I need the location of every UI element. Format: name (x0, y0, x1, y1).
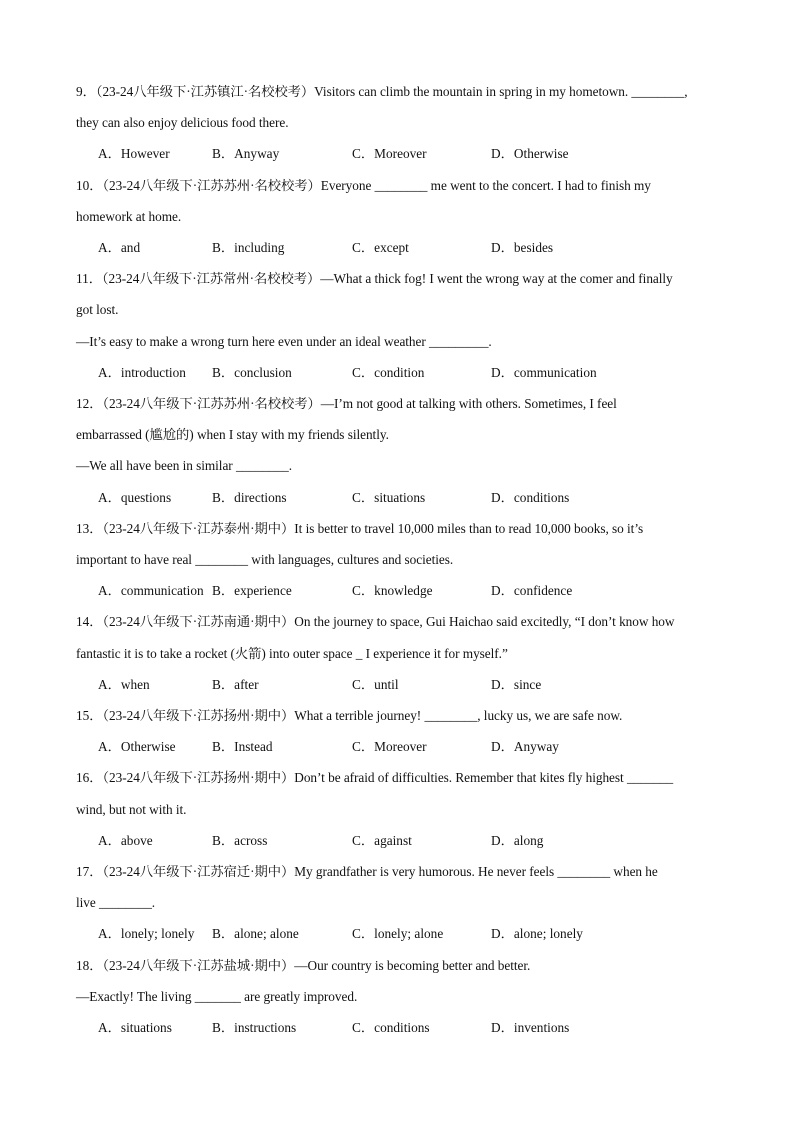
question-stem: 18．（23-24八年级下·江苏盐城·期中）—Our country is becoming better and better. (76, 957, 531, 973)
option-d[interactable]: D．besides (491, 240, 554, 255)
question-stem: 11．（23-24八年级下·江苏常州·名校校考）—What a thick fog! I went the wrong way at the comer and finally (76, 271, 673, 287)
answer-options (0, 677, 794, 693)
question-text-line: fantastic it is to take a rocket (火箭) into outer space _ I experience it for myself.” (76, 645, 508, 661)
option-a[interactable]: A．However (98, 146, 170, 162)
option-c[interactable]: C．knowledge (352, 583, 433, 599)
option-a[interactable]: A．when (98, 676, 150, 692)
option-d[interactable]: D．confidence (491, 583, 573, 599)
question-stem: 14．（23-24八年级下·江苏南通·期中）On the journey to space, Gui Haichao said excitedly, “I don’t know how (76, 614, 675, 630)
answer-options (0, 146, 794, 162)
option-b[interactable]: B．instructions (212, 1020, 297, 1035)
option-a[interactable]: A．questions (98, 489, 172, 505)
question-text-line: —It’s easy to make a wrong turn here even under an ideal weather _________. (76, 333, 492, 349)
option-b[interactable]: B．Anyway (212, 146, 280, 162)
question-stem: 12．（23-24八年级下·江苏苏州·名校校考）—I’m not good at talking with others. Sometimes, I feel (76, 396, 617, 411)
question-text-line: live ________. (76, 895, 156, 911)
option-c[interactable]: C．lonely; alone (352, 926, 444, 942)
answer-options (0, 240, 794, 256)
question-text-line: —We all have been in similar ________. (76, 458, 293, 474)
option-d[interactable]: D．alone; lonely (491, 926, 583, 942)
option-a[interactable]: A．lonely; lonely (98, 926, 195, 942)
option-c[interactable]: C．Moreover (352, 146, 427, 162)
option-a[interactable]: A．communication (98, 583, 204, 599)
option-b[interactable]: B．Instead (212, 739, 273, 755)
option-a[interactable]: A．introduction (98, 364, 186, 380)
option-d[interactable]: D．communication (491, 364, 597, 380)
option-c[interactable]: C．situations (352, 489, 426, 505)
question-stem: 9．（23-24八年级下·江苏镇江·名校校考）Visitors can climb the mountain in spring in my hometown. ________, (76, 84, 688, 99)
option-d[interactable]: D．Otherwise (491, 146, 569, 162)
option-b[interactable]: B．experience (212, 583, 292, 599)
answer-options (0, 1020, 794, 1036)
option-b[interactable]: B．including (212, 240, 285, 255)
question-stem: 16．（23-24八年级下·江苏扬州·期中）Don’t be afraid of difficulties. Remember that kites fly highest _______ (76, 770, 674, 786)
option-d[interactable]: D．since (491, 676, 542, 692)
answer-options (0, 583, 794, 599)
answer-options (0, 926, 794, 942)
question-stem: 15．（23-24八年级下·江苏扬州·期中）What a terrible journey! ________, lucky us, we are safe now. (76, 708, 623, 723)
option-b[interactable]: B．alone; alone (212, 926, 299, 942)
option-a[interactable]: A．situations (98, 1020, 172, 1035)
answer-options (0, 739, 794, 755)
option-c[interactable]: C．against (352, 832, 412, 848)
option-c[interactable]: C．conditions (352, 1020, 430, 1035)
question-text-line: wind, but not with it. (76, 801, 187, 817)
question-stem: 10．（23-24八年级下·江苏苏州·名校校考）Everyone ________ me went to the concert. I had to finish my (76, 177, 651, 193)
option-c[interactable]: C．condition (352, 364, 425, 380)
option-a[interactable]: A．Otherwise (98, 739, 176, 755)
answer-options (0, 490, 794, 506)
question-text-line: they can also enjoy delicious food there. (76, 115, 289, 131)
answer-options (0, 833, 794, 849)
answer-options (0, 365, 794, 381)
question-text-line: homework at home. (76, 208, 182, 224)
option-c[interactable]: C．until (352, 676, 399, 692)
option-c[interactable]: C．Moreover (352, 739, 427, 755)
option-c[interactable]: C．except (352, 240, 409, 255)
question-text-line: —Exactly! The living _______ are greatly improved. (76, 988, 358, 1004)
question-text-line: embarrassed (尴尬的) when I stay with my friends silently. (76, 427, 389, 443)
option-d[interactable]: D．along (491, 832, 544, 848)
option-b[interactable]: B．directions (212, 489, 287, 505)
question-text-line: got lost. (76, 302, 119, 318)
option-d[interactable]: D．inventions (491, 1020, 570, 1035)
option-a[interactable]: A．above (98, 832, 153, 848)
question-stem: 13．（23-24八年级下·江苏泰州·期中）It is better to travel 10,000 miles than to read 10,000 books, so it’s (76, 520, 644, 536)
option-b[interactable]: B．across (212, 832, 268, 848)
option-b[interactable]: B．conclusion (212, 364, 292, 380)
option-d[interactable]: D．Anyway (491, 739, 559, 755)
question-stem: 17．（23-24八年级下·江苏宿迁·期中）My grandfather is very humorous. He never feels ________ when he (76, 864, 658, 879)
option-a[interactable]: A．and (98, 240, 141, 255)
option-d[interactable]: D．conditions (491, 489, 570, 505)
option-b[interactable]: B．after (212, 676, 259, 692)
question-text-line: important to have real ________ with languages, cultures and societies. (76, 552, 454, 567)
